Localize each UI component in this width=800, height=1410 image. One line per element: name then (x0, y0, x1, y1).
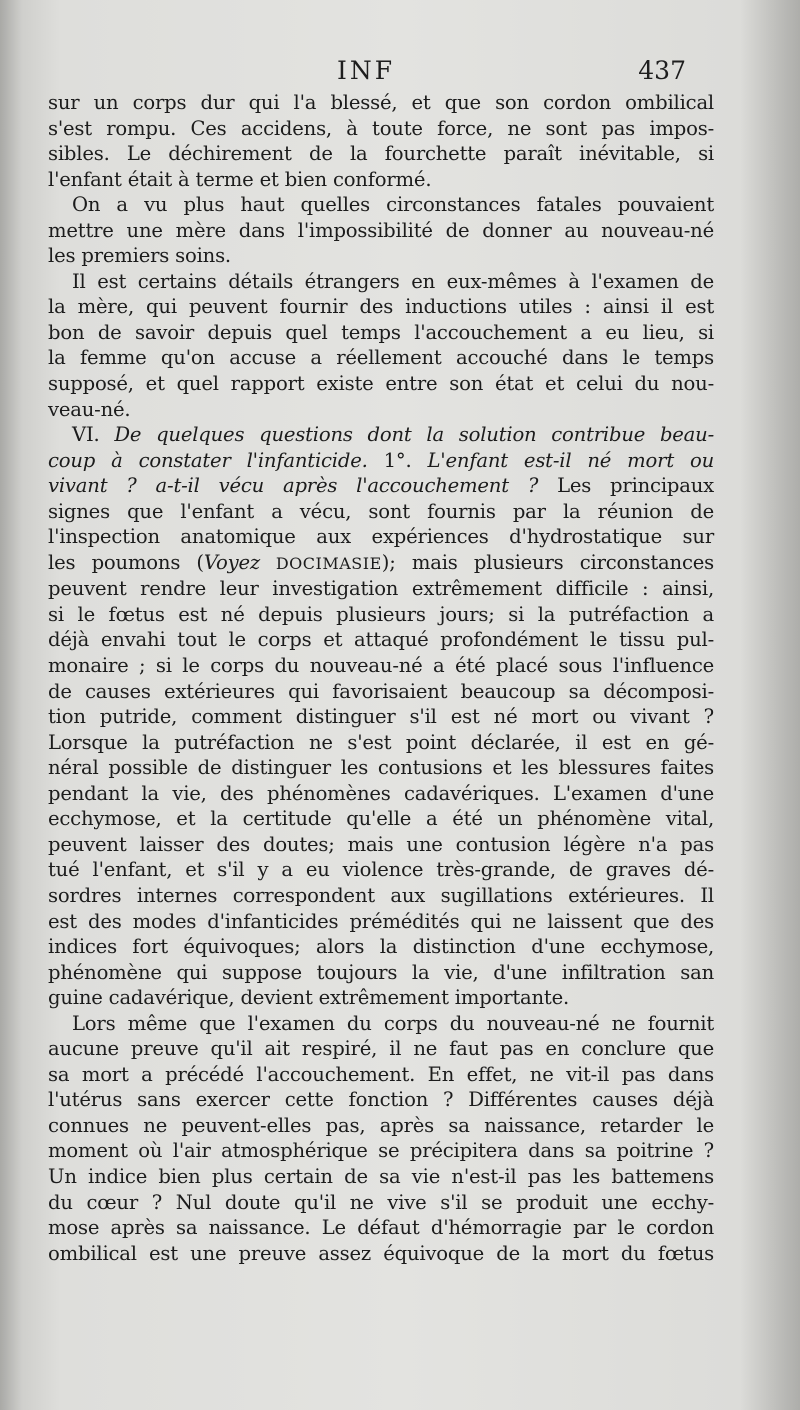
text-line: signes que l'enfant a vécu, sont fournis par la réunion de (48, 499, 714, 523)
text-line: sa mort a précédé l'accouchement. En effet, ne vit-il pas dans (48, 1062, 714, 1086)
text-line: l'enfant était à terme et bien conformé. (48, 167, 432, 191)
text-line: veau-né. (48, 397, 131, 421)
text-line: la femme qu'on accuse a réellement accouché dans le temps (48, 346, 714, 370)
text-line: l'utérus sans exercer cette fonction ? Différentes causes déjà (48, 1088, 714, 1112)
question-number: 1°. (367, 448, 428, 472)
page-header (48, 56, 684, 92)
text-line: si le fœtus est né depuis plusieurs jours; si la putréfaction a (48, 602, 714, 626)
text-line (48, 422, 714, 448)
text-line: supposé, et quel rapport existe entre son état et celui du nou- (48, 372, 714, 396)
text-line: du cœur ? Nul doute qu'il ne vive s'il se produit une ecchy- (48, 1190, 714, 1214)
cross-reference-term: DOCIMASIE (260, 553, 382, 573)
text-line: l'inspection anatomique aux expériences d'hydrostatique sur (48, 525, 714, 549)
question-text: L'enfant est-il né mort ou (427, 448, 714, 472)
text-line (48, 550, 714, 577)
text-line: moment où l'air atmosphérique se précipitera dans sa poitrine ? (48, 1139, 714, 1163)
text-line: Un indice bien plus certain de sa vie n'est-il pas les battemens (48, 1164, 714, 1188)
running-head: INF (336, 56, 396, 85)
text-line: peuvent laisser des doutes; mais une contusion légère n'a pas (48, 832, 714, 856)
text-line: s'est rompu. Ces accidens, à toute force, ne sont pas impos- (48, 116, 714, 140)
section-title-cont: coup à constater l'infanticide. (48, 448, 368, 472)
page-edge-shadow (740, 0, 800, 1410)
text-line: phénomène qui suppose toujours la vie, d'une infiltration san (48, 960, 714, 984)
text-line: Lorsque la putréfaction ne s'est point déclarée, il est en gé- (48, 730, 714, 754)
section-number: VI. (72, 423, 115, 447)
text-line: sur un corps dur qui l'a blessé, et que son cordon ombilical (48, 91, 714, 114)
text-line: ecchymose, et la certitude qu'elle a été un phénomène vital, (48, 807, 714, 831)
text-line: pendant la vie, des phénomènes cadavériques. L'examen d'une (48, 781, 714, 805)
text-line: aucune preuve qu'il ait respiré, il ne faut pas en conclure que (48, 1037, 714, 1061)
text-line: tué l'enfant, et s'il y a eu violence très-grande, de graves dé- (48, 858, 714, 882)
text-line (48, 448, 714, 474)
text-line: sibles. Le déchirement de la fourchette paraît inévitable, si (48, 142, 714, 166)
plain-text: les poumons ( (48, 550, 204, 574)
text-line: Il est certains détails étrangers en eux-mêmes à l'examen de (72, 269, 714, 293)
text-line: déjà envahi tout le corps et attaqué profondément le tissu pul- (48, 628, 714, 652)
text-line: monaire ; si le corps du nouveau-né a été placé sous l'influence (48, 654, 714, 678)
text-line: ombilical est une preuve assez équivoque de la mort du fœtus (48, 1241, 714, 1265)
text-line: guine cadavérique, devient extrêmement importante. (48, 986, 570, 1010)
text-line: indices fort équivoques; alors la distinction d'une ecchymose, (48, 935, 714, 959)
text-line: sordres internes correspondent aux sugillations extérieures. Il (48, 883, 714, 907)
question-text-cont: vivant ? a-t-il vécu après l'accouchement ? (48, 474, 539, 498)
text-line: bon de savoir depuis quel temps l'accouchement a eu lieu, si (48, 320, 714, 344)
text-line: la mère, qui peuvent fournir des inductions utiles : ainsi il est (48, 295, 714, 319)
text-line: peuvent rendre leur investigation extrêmement difficile : ainsi, (48, 577, 714, 601)
plain-text: Les principaux (538, 474, 714, 498)
text-line: de causes extérieures qui favorisaient beaucoup sa décomposi- (48, 679, 714, 703)
plain-text: ); mais plusieurs circonstances (381, 550, 714, 574)
page-number: 437 (638, 56, 686, 85)
text-line: connues ne peuvent-elles pas, après sa naissance, retarder le (48, 1113, 714, 1137)
text-line: mettre une mère dans l'impossibilité de donner au nouveau-né (48, 218, 714, 242)
text-line: tion putride, comment distinguer s'il est né mort ou vivant ? (48, 705, 714, 729)
text-line: néral possible de distinguer les contusions et les blessures faites (48, 756, 714, 780)
text-line: Lors même que l'examen du corps du nouveau-né ne fournit (72, 1011, 714, 1035)
text-line: est des modes d'infanticides prémédités qui ne laissent que des (48, 909, 714, 933)
text-line (48, 473, 714, 499)
cross-reference-voyez: Voyez (203, 550, 261, 574)
section-title: De quelques questions dont la solution contribue beau- (114, 423, 715, 447)
body-text (48, 90, 714, 1266)
text-line: On a vu plus haut quelles circonstances fatales pouvaient (72, 193, 714, 217)
text-line: les premiers soins. (48, 244, 231, 268)
text-line: mose après sa naissance. Le défaut d'hémorragie par le cordon (48, 1216, 714, 1240)
